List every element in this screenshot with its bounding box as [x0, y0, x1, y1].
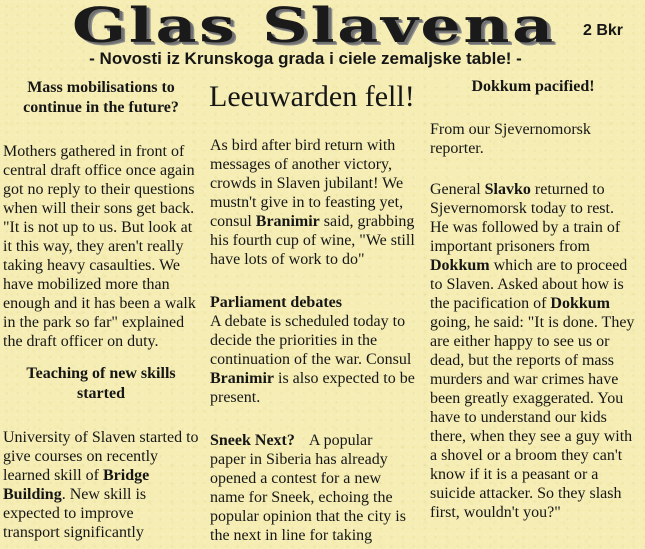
article-line: give courses on recently: [3, 448, 159, 465]
article-line: [210, 212, 415, 231]
article-line: [210, 369, 415, 388]
masthead-subtitle: - Novosti iz Krunskoga grada i ciele zemaljske table! -: [89, 49, 522, 68]
bold-term: Branimir: [255, 213, 320, 230]
article-line: have lots of work to do": [210, 251, 365, 268]
article-line: As bird after bird return with: [210, 137, 396, 154]
article-leeuwarden-body: [210, 136, 415, 269]
headline-skills: [0, 364, 202, 404]
article-line: [210, 293, 415, 312]
headline-line: Teaching of new skills: [26, 365, 176, 382]
article-line: the next in line for taking: [210, 527, 373, 544]
article-line: paper in Siberia has already: [210, 451, 388, 468]
headline-line: started: [77, 385, 125, 402]
article-text: A popular: [308, 432, 373, 449]
article-text: the pacification of: [430, 295, 551, 312]
article-line: are either happy to see us or: [430, 333, 610, 350]
article-line: a shovel or a broom they can't: [430, 447, 623, 464]
article-line: opened a contest for a new: [210, 470, 382, 487]
headline-sneek: Sneek Next?: [210, 432, 295, 449]
article-text: said, grabbing: [319, 213, 415, 230]
article-line: Sjevernomorsk today to rest.: [430, 200, 614, 217]
headline-dokkum: Dokkum pacified!: [471, 78, 595, 95]
headline-parliament: Parliament debates: [210, 294, 342, 311]
article-dokkum-body: [430, 180, 634, 522]
article-line: suicide attacker. So they slash: [430, 485, 622, 502]
article-line: Mothers gathered in front of: [3, 143, 185, 160]
article-line: it this way, they aren't really: [3, 238, 184, 255]
article-line: there, when they see a guy with: [430, 428, 633, 445]
article-line: when will their sons get back.: [3, 200, 195, 217]
article-line: University of Slaven started to: [3, 429, 199, 446]
article-line: From our Sjevernomorsk: [430, 121, 591, 138]
bold-term: Bridge: [102, 467, 150, 484]
article-line: dead, but the reports of mass: [430, 352, 614, 369]
bold-term: Building: [3, 486, 62, 503]
article-line: [210, 431, 406, 450]
article-text: learned skill of: [3, 467, 103, 484]
article-line: taking heavy casaulties. We: [3, 257, 181, 274]
article-line: the draft officer on duty.: [3, 333, 159, 350]
article-line: first, wouldn't you?": [430, 504, 561, 521]
article-text: which are to proceed: [489, 257, 628, 274]
article-line: "It is not up to us. But look at: [3, 219, 193, 236]
article-line: his fourth cup of wine, "We still: [210, 232, 415, 249]
article-line: present.: [210, 389, 261, 406]
article-line: important prisoners from: [430, 238, 590, 255]
bold-term: Dokkum: [550, 295, 610, 312]
article-parliament: [210, 293, 415, 407]
article-skills-body: [3, 428, 199, 542]
article-line: have to understand our kids: [430, 409, 607, 426]
article-mobilisation-body: [3, 142, 196, 351]
article-line: expected to improve: [3, 505, 134, 522]
headline-line: continue in the future?: [23, 99, 179, 116]
article-line: got no reply to their questions: [3, 181, 195, 198]
bold-term: Slavko: [484, 181, 531, 198]
headline-leeuwarden: Leeuwarden fell!: [209, 80, 415, 113]
article-line: transport significantly: [3, 524, 144, 541]
article-line: [430, 256, 634, 275]
article-line: popular opinion that the city is: [210, 508, 406, 525]
article-line: decide the priorities in the: [210, 332, 378, 349]
article-line: in the park so far" explained: [3, 314, 185, 331]
masthead-title: Glas Slavena: [72, 0, 556, 54]
article-line: [3, 485, 199, 504]
article-line: [430, 180, 634, 199]
article-sneek: [210, 431, 406, 545]
article-line: know if it is a peasant or a: [430, 466, 599, 483]
article-line: have mobilized more than: [3, 276, 170, 293]
article-text: General: [430, 181, 485, 198]
article-line: [430, 294, 634, 313]
article-line: crowds in Slaven jubilant! We: [210, 175, 404, 192]
article-line: going, he said: "It is done. They: [430, 314, 635, 331]
article-line: been greatly exaggerated. You: [430, 390, 624, 407]
article-line: to Slaven. Asked about how is: [430, 276, 624, 293]
headline-line: Mass mobilisations to: [27, 79, 175, 96]
article-dokkum-intro: [430, 120, 591, 158]
article-line: mustn't give in to feasting yet,: [210, 194, 404, 211]
bold-term: Dokkum: [430, 257, 490, 274]
headline-mobilisation: [0, 78, 202, 118]
article-text: returned to: [530, 181, 605, 198]
article-line: name for Sneek, echoing the: [210, 489, 393, 506]
article-line: A debate is scheduled today to: [210, 313, 406, 330]
article-line: enough and it has been a walk: [3, 295, 196, 312]
article-line: murders and war crimes have: [430, 371, 619, 388]
article-text: . New skill is: [61, 486, 147, 503]
bold-term: Branimir: [210, 370, 274, 387]
article-line: reporter.: [430, 140, 484, 157]
article-line: central draft office once again: [3, 162, 195, 179]
article-line: continuation of the war. Consul: [210, 351, 412, 368]
article-text: consul: [210, 213, 256, 230]
price-label: 2 Bkr: [583, 22, 624, 39]
article-line: He was followed by a train of: [430, 219, 621, 236]
article-text: is also expected to be: [274, 370, 415, 387]
article-line: messages of another victory,: [210, 156, 393, 173]
article-line: [3, 466, 199, 485]
